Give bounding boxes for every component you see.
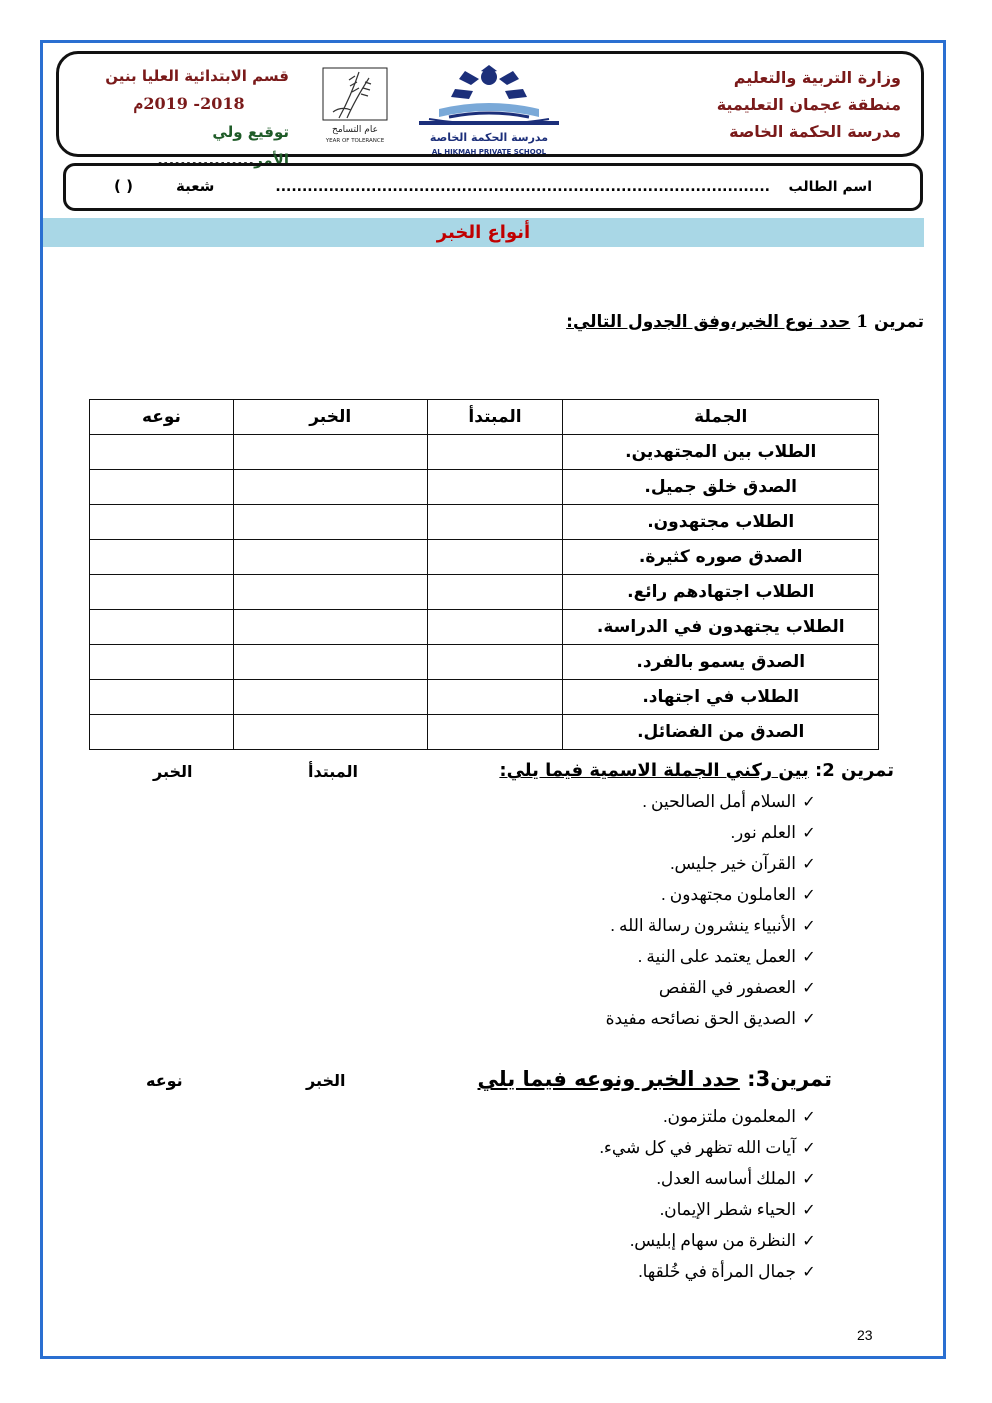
table-row [90,610,879,645]
sentence-cell: الطلاب في اجتهاد. [563,680,879,715]
check-icon: ✓ [802,1107,816,1126]
khabar-cell[interactable] [233,645,427,680]
ministry-block [717,64,901,145]
khabar-cell[interactable] [233,610,427,645]
sentence-cell: الطلاب اجتهادهم رائع. [563,575,879,610]
list-item: ✓العصفور في القفص [606,972,822,1003]
khabar-cell[interactable] [233,680,427,715]
check-icon: ✓ [802,978,816,997]
check-icon: ✓ [802,823,816,842]
mubtada-cell[interactable] [427,575,563,610]
list-item: ✓العاملون مجتهدون . [606,879,822,910]
exercise2-heading [499,760,894,781]
check-icon: ✓ [802,1231,816,1250]
exercise2-instruction: بين ركني الجملة الاسمية فيما يلي: [499,760,809,781]
department-block [89,62,289,174]
list-item: ✓آيات الله تظهر في كل شيء. [600,1132,822,1163]
list-item: ✓المعلمون ملتزمون. [600,1101,822,1132]
type-cell[interactable] [90,680,234,715]
khabar-cell[interactable] [233,540,427,575]
sentence-cell: الطلاب يجتهدون في الدراسة. [563,610,879,645]
exercise3-col-khabar: الخبر [306,1071,346,1090]
student-info-box [63,163,923,211]
page-title: أنواع الخبر [43,218,924,247]
table-row [90,645,879,680]
sentence-cell: الطلاب مجتهدون. [563,505,879,540]
sentence-cell: الصدق يسمو بالفرد. [563,645,879,680]
year-line: 2018- 2019م [133,94,245,113]
school-logo [409,59,569,157]
mubtada-cell[interactable] [427,645,563,680]
tolerance-english: YEAR OF TOLERANCE [325,138,385,144]
ministry-line: وزارة التربية والتعليم [733,68,901,87]
exercise3-list [600,1101,822,1287]
guardian-sign-label: توقيع ولي الأمر [212,123,289,169]
col-mubtada: المبتدأ [427,400,563,435]
list-item: ✓الملك أساسه العدل. [600,1163,822,1194]
table-row [90,435,879,470]
guardian-sign-dots: ................. [157,151,255,169]
check-icon: ✓ [802,916,816,935]
exercise1-heading [566,312,924,332]
section-field[interactable]: ( ) [114,177,133,195]
header-box [56,51,924,169]
table-row [90,680,879,715]
list-item: ✓الأنبياء ينشرون رسالة الله . [606,910,822,941]
check-icon: ✓ [802,1009,816,1028]
col-sentence: الجملة [563,400,879,435]
mubtada-cell[interactable] [427,715,563,750]
table-row [90,715,879,750]
check-icon: ✓ [802,1262,816,1281]
sentence-cell: الصدق خلق جميل. [563,470,879,505]
list-item: ✓الحياء شطر الإيمان. [600,1194,822,1225]
type-cell[interactable] [90,435,234,470]
sentence-cell: الطلاب بين المجتهدين. [563,435,879,470]
type-cell[interactable] [90,715,234,750]
check-icon: ✓ [802,792,816,811]
check-icon: ✓ [802,1138,816,1157]
khabar-cell[interactable] [233,575,427,610]
tolerance-logo [321,66,389,146]
exercise1-number: 1 [856,312,869,332]
sentence-cell: الصدق من الفضائل. [563,715,879,750]
school-line: مدرسة الحكمة الخاصة [729,122,901,141]
type-cell[interactable] [90,575,234,610]
khabar-cell[interactable] [233,505,427,540]
list-item: ✓العمل يعتمد على النية . [606,941,822,972]
type-cell[interactable] [90,470,234,505]
khabar-cell[interactable] [233,435,427,470]
khabar-cell[interactable] [233,470,427,505]
check-icon: ✓ [802,1200,816,1219]
mubtada-cell[interactable] [427,505,563,540]
col-khabar: الخبر [233,400,427,435]
type-cell[interactable] [90,610,234,645]
check-icon: ✓ [802,947,816,966]
student-name-field[interactable]: ............................................................................................. [275,179,770,195]
exercise2-list [606,786,822,1034]
table-row [90,575,879,610]
mubtada-cell[interactable] [427,470,563,505]
table-row [90,470,879,505]
exercise1-label: تمرين [873,312,924,332]
exercise3-col-type: نوعه [146,1071,183,1090]
type-cell[interactable] [90,645,234,680]
school-logo-arabic: مدرسة الحكمة الخاصة [429,131,549,144]
khabar-cell[interactable] [233,715,427,750]
check-icon: ✓ [802,854,816,873]
zone-line: منطقة عجمان التعليمية [716,95,901,114]
list-item: ✓النظرة من سهام إبليس. [600,1225,822,1256]
list-item: ✓الصديق الحق نصائحه مفيدة [606,1003,822,1034]
exercise2-col-khabar: الخبر [153,762,193,781]
list-item: ✓القرآن خير جليس. [606,848,822,879]
exercise2-col-mubtada: المبتدأ [308,762,359,781]
tolerance-arabic: عام التسامح [332,125,378,135]
page-number: 23 [857,1327,873,1343]
section-label: شعبة [176,177,215,195]
list-item: ✓جمال المرأة في خُلقها. [600,1256,822,1287]
list-item: ✓السلام أمل الصالحين . [606,786,822,817]
department-line: قسم الابتدائية العليا بنين [105,67,289,85]
exercise1-instruction: حدد نوع الخبر،وفق الجدول التالي: [566,312,851,332]
col-type: نوعه [90,400,234,435]
check-icon: ✓ [802,1169,816,1188]
mubtada-cell[interactable] [427,610,563,645]
exercise3-heading [478,1067,832,1091]
mubtada-cell[interactable] [427,435,563,470]
exercise2-label: تمرين 2: [815,760,894,781]
exercise3-instruction: حدد الخبر ونوعه فيما يلي [477,1067,740,1091]
exercise3-label: تمرين3: [747,1067,832,1091]
mubtada-cell[interactable] [427,540,563,575]
school-logo-english: AL HIKMAH PRIVATE SCHOOL [431,148,547,156]
exercise1-table [89,399,879,750]
mubtada-cell[interactable] [427,680,563,715]
table-row [90,540,879,575]
sentence-cell: الصدق صوره كثيرة. [563,540,879,575]
table-row [90,505,879,540]
type-cell[interactable] [90,505,234,540]
type-cell[interactable] [90,540,234,575]
student-name-label: اسم الطالب [788,179,872,195]
table-header-row [90,400,879,435]
list-item: ✓العلم نور. [606,817,822,848]
check-icon: ✓ [802,885,816,904]
